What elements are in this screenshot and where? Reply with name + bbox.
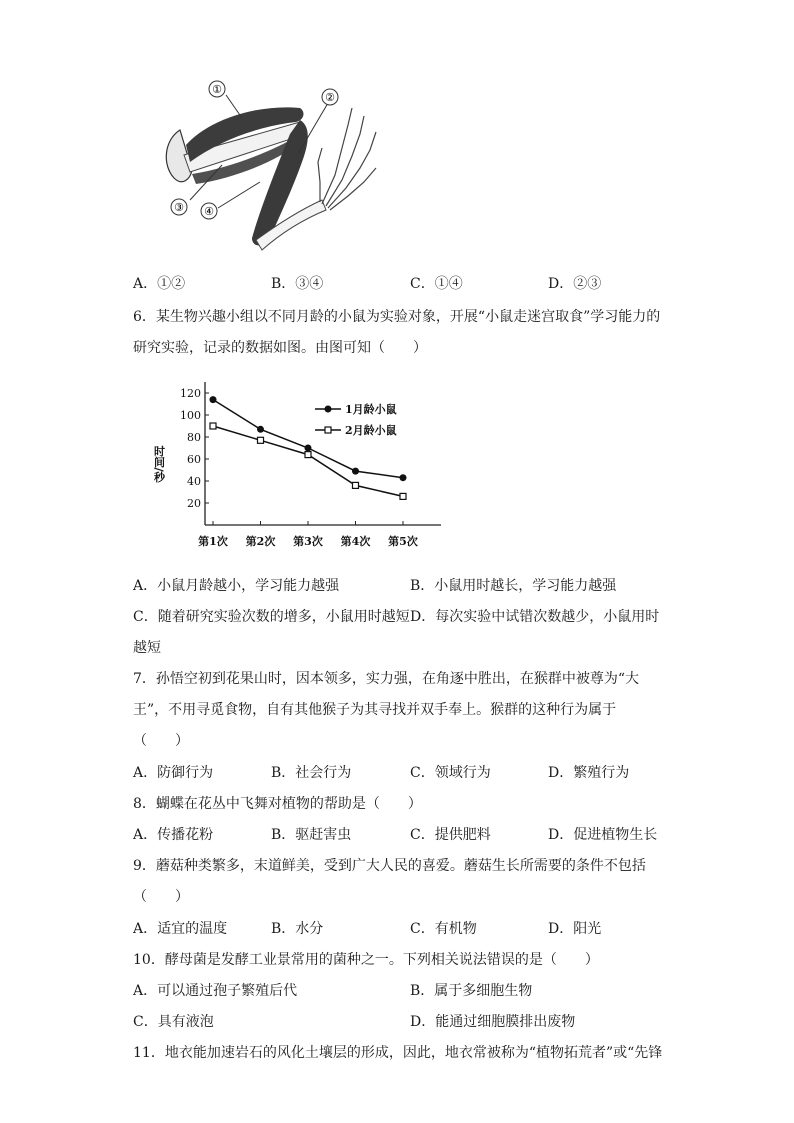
q6-option-d: D．每次实验中试错次数越少，小鼠用时 (410, 609, 660, 625)
x-tick-label: 第1次 (198, 535, 228, 548)
q6-option-c: C．随着研究实验次数的增多，小鼠用时越短 (133, 609, 410, 625)
q8-stem: 8．蝴蝶在花丛中飞舞对植物的帮助是（ ） (133, 796, 422, 812)
hand-bones (318, 108, 376, 210)
q10-option-d: D．能通过细胞膜排出废物 (410, 1014, 576, 1030)
q5-option-b-value: ③④ (295, 276, 324, 292)
q10-stem: 10．酵母菌是发酵工业景常用的菌种之一。下列相关说法错误的是（ ） (133, 952, 599, 968)
q8-option-d: D．促进植物生长 (548, 827, 658, 843)
data-point (257, 426, 264, 433)
q8-option-c: C．提供肥料 (410, 827, 491, 843)
q9-option-b: B．水分 (271, 921, 324, 937)
x-tick-label: 第2次 (245, 535, 276, 548)
legend-label-2: 2月龄小鼠 (345, 424, 397, 437)
q5-option-a (133, 274, 185, 294)
q7-option-a: A．防御行为 (133, 765, 214, 781)
q11-stem-line1: 11．地衣能加速岩石的风化土壤层的形成，因此，地衣常被称为“植物拓荒者”或“先锋 (133, 1045, 663, 1061)
y-tick-label: 60 (187, 453, 201, 466)
legend-marker-1 (325, 406, 332, 413)
svg-text:①: ① (212, 83, 222, 96)
q9-stem-line1: 9．蘑菇种类繁多，末道鲜美，受到广大人民的喜爱。蘑菇生长所需要的条件不包括 (133, 858, 646, 874)
q10-option-c: C．具有液泡 (133, 1014, 214, 1030)
q7-stem-line1: 7．孙悟空初到花果山时，因本领多，实力强，在角逐中胜出，在猴群中被尊为“大 (133, 671, 640, 687)
legend-marker-2 (325, 427, 331, 433)
q8-option-b: B．驱赶害虫 (271, 827, 352, 843)
svg-text:②: ② (325, 91, 335, 104)
q7-option-c: C．领域行为 (410, 765, 491, 781)
q10-option-a: A．可以通过孢子繁殖后代 (133, 983, 298, 999)
x-tick-label: 第3次 (293, 535, 323, 548)
q6-option-d-cont: 越短 (133, 640, 161, 656)
q6-stem-line1: 6．某生物兴趣小组以不同月龄的小鼠为实验对象，开展“小鼠走迷宫取食”学习能力的 (133, 309, 661, 325)
q5-option-d-value: ②③ (573, 276, 602, 292)
q5-option-b (271, 274, 323, 294)
q10-option-b: B．属于多细胞生物 (410, 983, 533, 999)
q7-stem-line2: 王”，不用寻觅食物，自有其他猴子为其寻找并双手奉上。猴群的这种行为属于 (133, 702, 617, 718)
data-point (210, 396, 217, 403)
q6-option-a: A．小鼠月龄越小，学习能力越强 (133, 578, 340, 594)
data-point (305, 452, 311, 458)
label-3 (171, 199, 187, 215)
y-tick-label: 100 (180, 409, 201, 422)
data-point (400, 474, 407, 481)
q5-option-c (410, 274, 463, 294)
data-point (400, 493, 406, 499)
y-tick-label: 80 (187, 431, 201, 444)
data-point (258, 437, 264, 443)
data-point (353, 482, 359, 488)
legend-label-1: 1月龄小鼠 (345, 403, 397, 416)
q5-option-a-letter: A． (133, 276, 158, 292)
y-tick-label: 40 (187, 475, 201, 488)
y-tick-label: 20 (187, 497, 201, 510)
x-tick-label: 第4次 (340, 535, 371, 548)
q7-option-d: D．繁殖行为 (548, 765, 630, 781)
q7-stem-line3: （ ） (133, 733, 189, 749)
q5-option-d (548, 274, 601, 294)
data-point (352, 468, 359, 475)
data-point (305, 445, 312, 452)
q6-stem-line2: 研究实验，记录的数据如图。由图可知（ ） (133, 340, 427, 356)
label-4 (201, 203, 217, 219)
y-axis-label: 时间/秒 (152, 445, 166, 483)
q6-line-chart (145, 378, 445, 553)
q6-option-b: B．小鼠用时越长，学习能力越强 (410, 578, 617, 594)
q9-option-a: A．适宜的温度 (133, 921, 228, 937)
q9-option-c: C．有机物 (410, 921, 477, 937)
q5-option-a-value: ①② (157, 276, 186, 292)
arm-muscle-figure (150, 70, 390, 260)
q5-option-c-value: ①④ (434, 276, 463, 292)
q5-option-b-letter: B． (271, 276, 296, 292)
q9-stem-line2: （ ） (133, 889, 189, 905)
q7-option-b: B．社会行为 (271, 765, 352, 781)
x-tick-label: 第5次 (388, 535, 418, 548)
y-tick-label: 120 (180, 387, 201, 400)
q9-option-d: D．阳光 (548, 921, 602, 937)
data-point (210, 423, 216, 429)
svg-text:④: ④ (204, 205, 214, 218)
label-1 (209, 81, 225, 97)
q5-option-d-letter: D． (548, 276, 574, 292)
q5-option-c-letter: C． (410, 276, 435, 292)
q8-option-a: A．传播花粉 (133, 827, 214, 843)
svg-text:③: ③ (174, 201, 184, 214)
label-2 (322, 89, 338, 105)
